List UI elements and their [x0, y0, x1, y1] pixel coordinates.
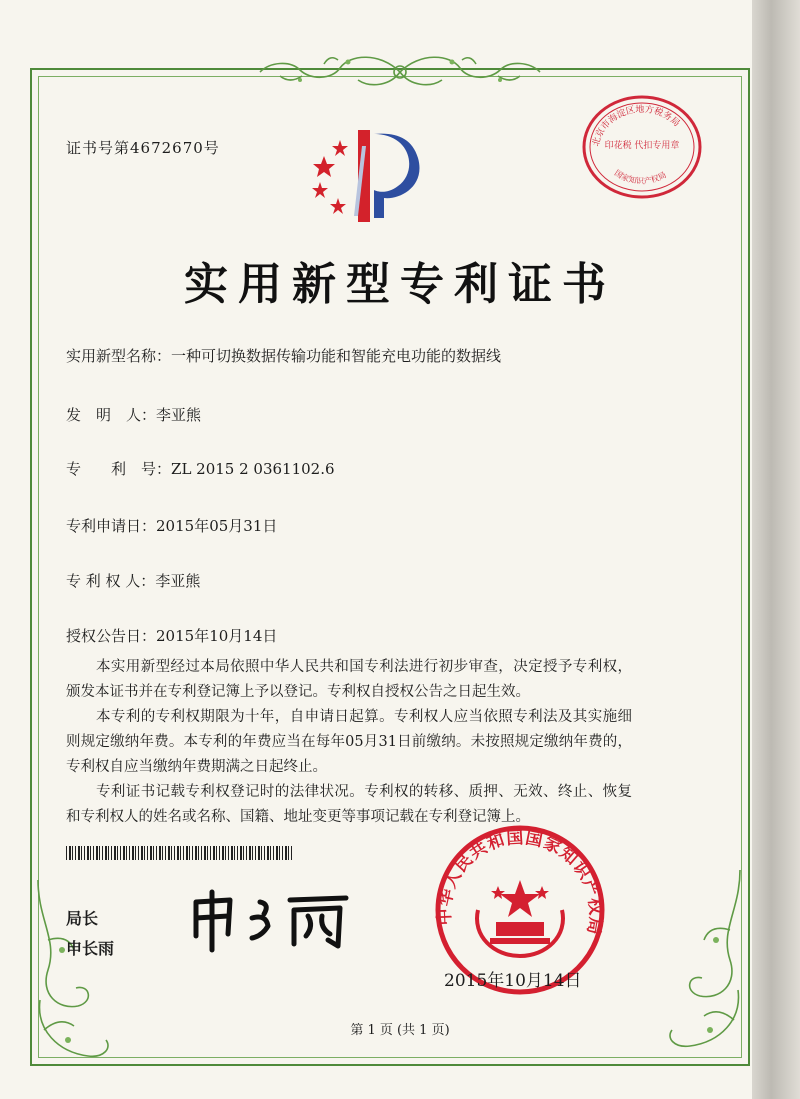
binding-spine	[752, 0, 800, 1099]
field-value: 一种可切换数据传输功能和智能充电功能的数据线	[171, 347, 502, 365]
top-ornament-icon	[240, 50, 560, 94]
field-value: 李亚熊	[155, 572, 201, 590]
certificate-number: 证书号第4672670号	[66, 139, 220, 157]
sipo-logo-icon	[300, 126, 426, 226]
page-title: 实用新型专利证书	[184, 259, 616, 310]
field-label: 专利申请日：	[66, 517, 157, 535]
paragraph: 专利证书记载专利权登记时的法律状况。专利权的转移、质押、无效、终止、恢复和专利权人的姓名或名称、国籍、地址变更等事项记载在专利登记簿上。	[66, 784, 632, 825]
page-number: 第 1 页 (共 1 页)	[350, 1023, 450, 1038]
field-value: 李亚熊	[156, 406, 202, 424]
field-label: 专 利 号：	[66, 460, 172, 478]
svg-text:国家知识产权局: 国家知识产权局	[612, 168, 668, 186]
field-value: 2015年10月14日	[156, 627, 278, 645]
field-value: 2015年05月31日	[156, 517, 278, 535]
field-label: 专 利 权 人：	[66, 572, 156, 590]
field-application-date	[66, 515, 277, 536]
corner-ornament-right-icon	[640, 870, 750, 1070]
field-patentee	[66, 570, 200, 591]
signature	[186, 888, 356, 954]
field-label: 授权公告日：	[66, 627, 157, 645]
field-grant-date	[66, 625, 277, 646]
field-label: 实用新型名称：	[66, 347, 172, 365]
field-utility-model-name	[66, 345, 501, 366]
field-value: ZL 2015 2 0361102.6	[171, 460, 335, 478]
svg-text:印花税 代扣专用章: 印花税 代扣专用章	[604, 141, 680, 151]
official-name: 申长雨	[66, 939, 115, 958]
certificate-body	[66, 655, 632, 830]
tax-stamp	[580, 92, 704, 202]
barcode	[66, 846, 292, 860]
svg-text:北京市海淀区地方税务局: 北京市海淀区地方税务局	[591, 104, 682, 148]
official-title: 局长	[66, 909, 99, 928]
grant-date-text: 2015年10月14日	[444, 971, 582, 991]
paragraph: 本专利的专利权期限为十年，自申请日起算。专利权人应当依照专利法及其实施细则规定缴纳年费。本专利的年费应当在每年05月31日前缴纳。未按照规定缴纳年费的，专利权自应当缴纳年费期满之日起终止。	[66, 709, 632, 775]
svg-text:中华人民共和国国家知识产权局: 中华人民共和国国家知识产权局	[434, 827, 606, 937]
field-patent-number	[66, 458, 335, 479]
field-label: 发 明 人：	[66, 406, 157, 424]
field-inventor	[66, 404, 201, 425]
paragraph: 本实用新型经过本局依照中华人民共和国专利法进行初步审查，决定授予专利权，颁发本证书并在专利登记簿上予以登记。专利权自授权公告之日起生效。	[66, 659, 632, 700]
